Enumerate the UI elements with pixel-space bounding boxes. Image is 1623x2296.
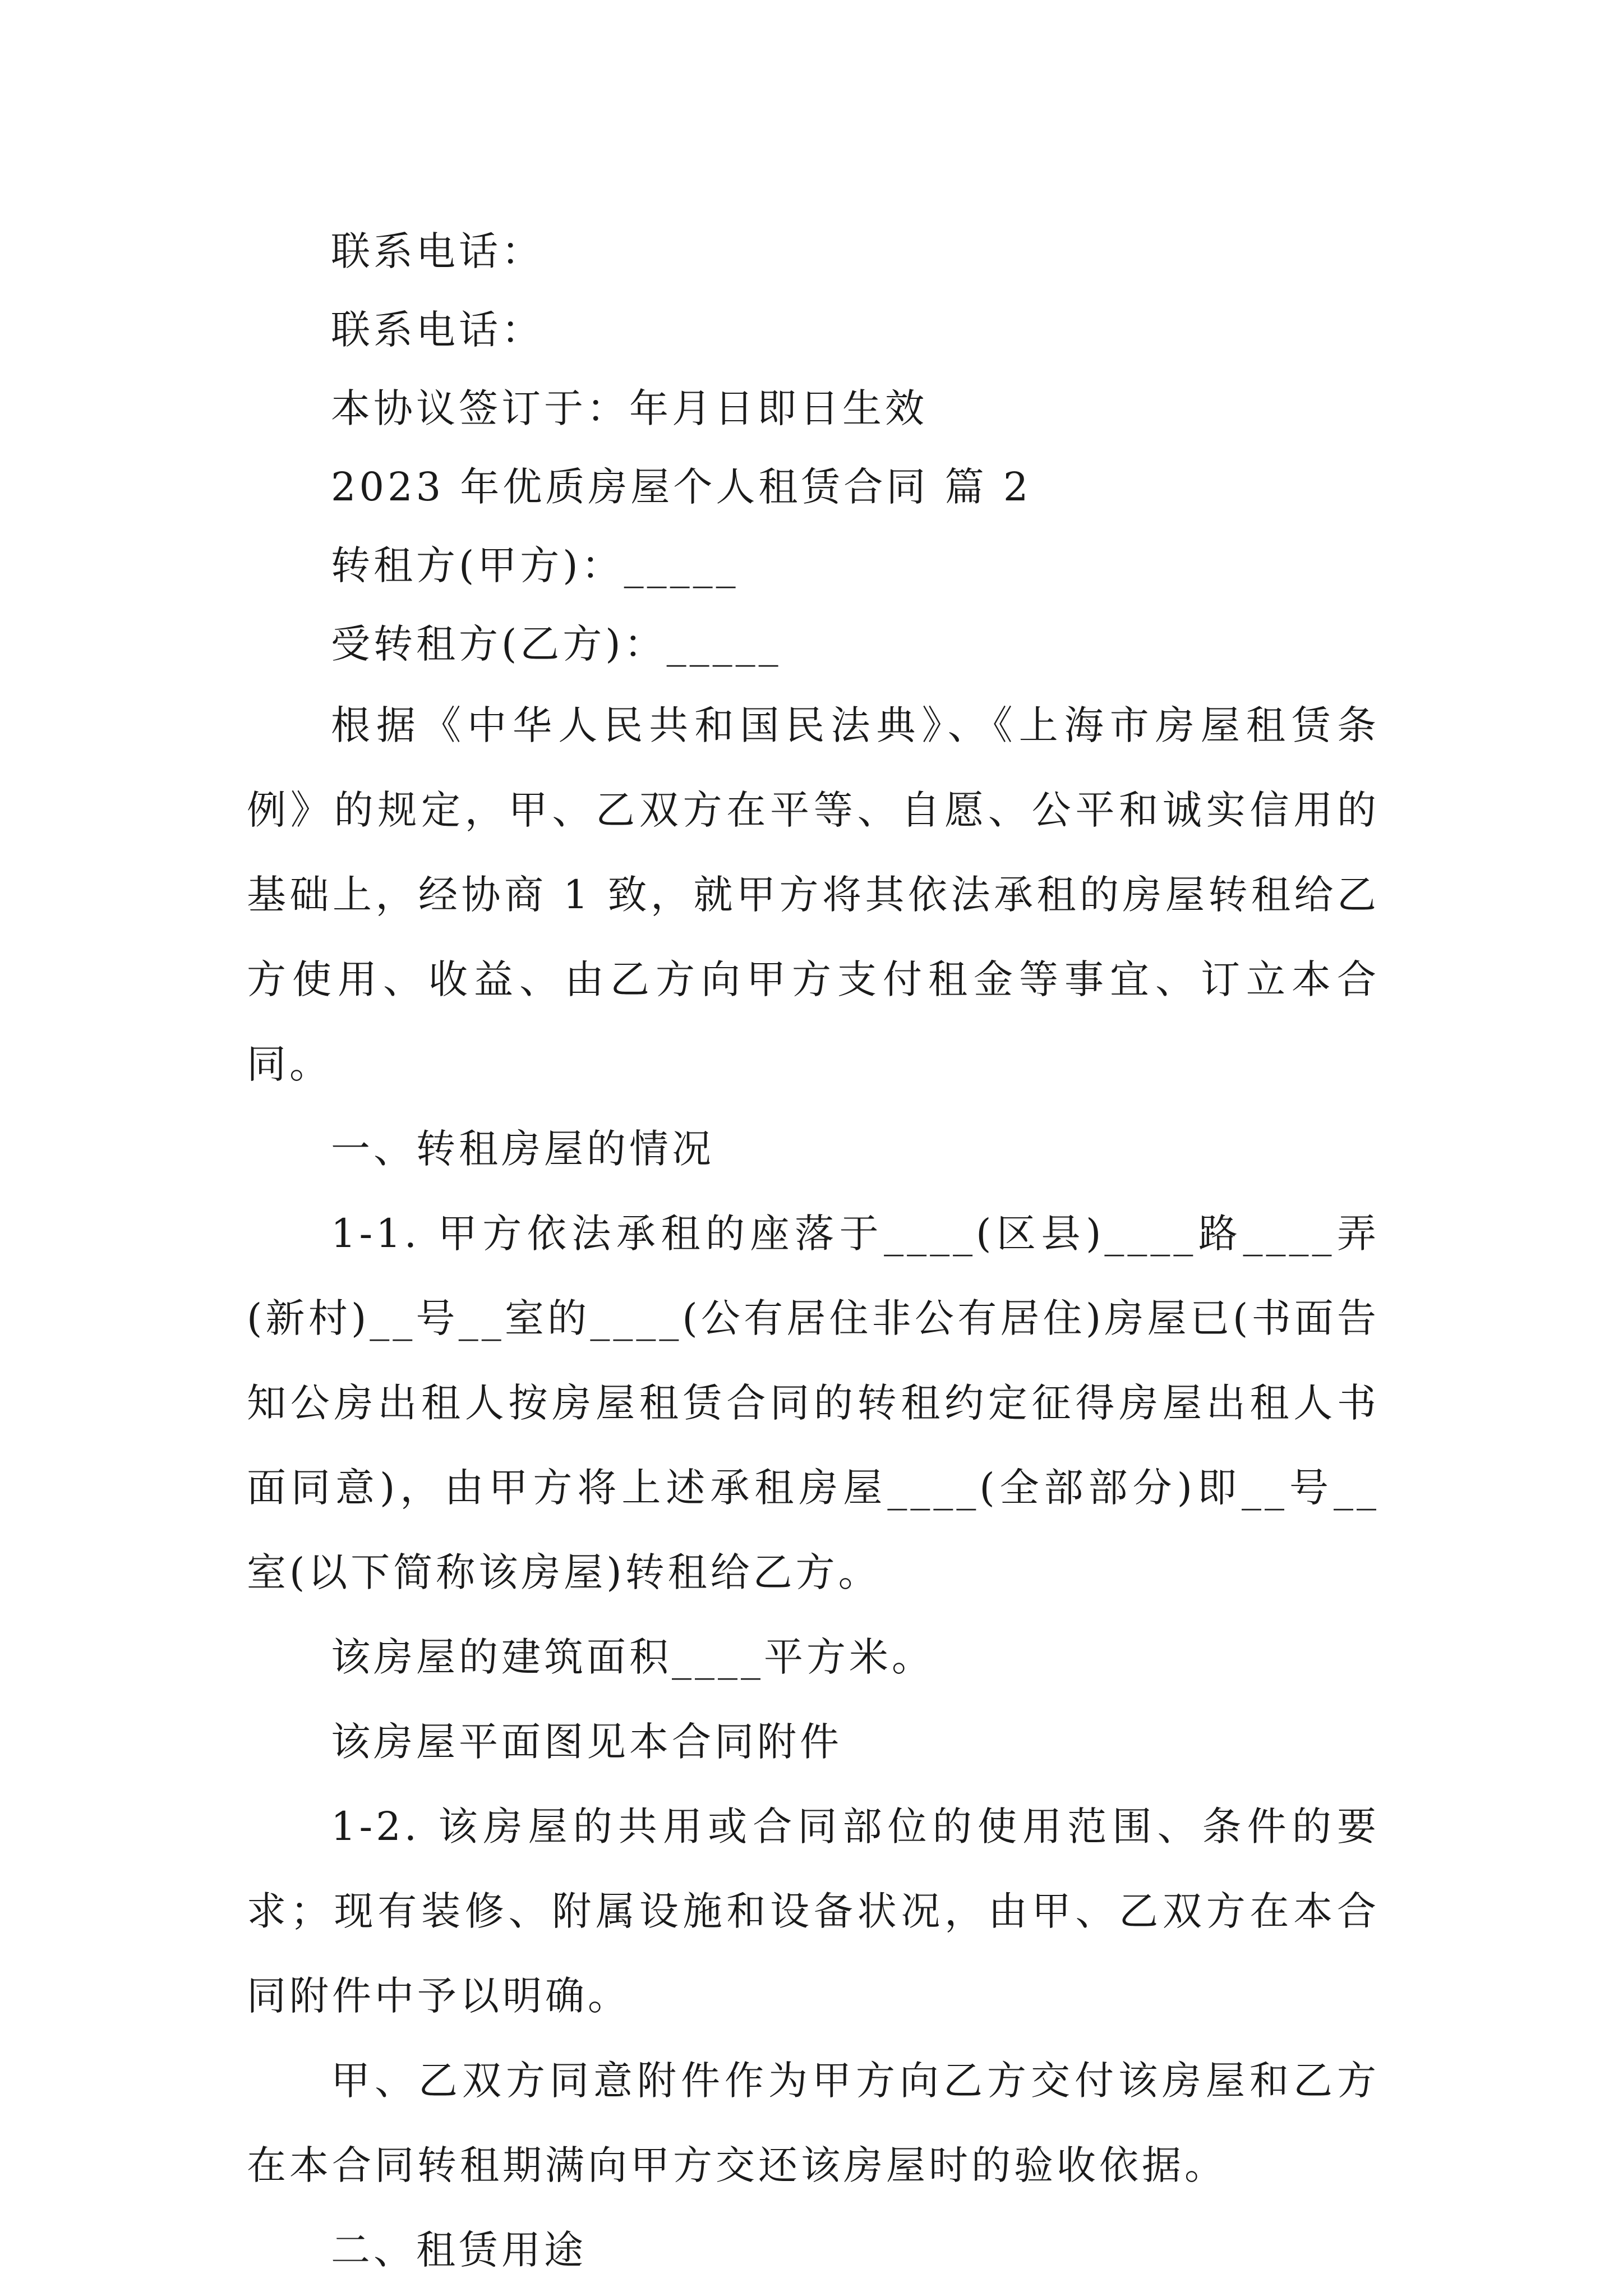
building-area-paragraph: 该房屋的建筑面积____平方米。 — [331, 1634, 934, 1680]
floor-plan-paragraph: 该房屋平面图见本合同附件 — [331, 1719, 842, 1765]
contract-heading: 2023 年优质房屋个人租赁合同 篇 2 — [331, 464, 1032, 510]
document-body — [247, 212, 1380, 2293]
acceptance-basis-paragraph: 甲、乙双方同意附件作为甲方向乙方交付该房屋和乙方在本合同转租期满向甲方交还该房屋时的验收依据。 — [247, 2058, 1380, 2188]
legal-basis-paragraph: 根据《中华人民共和国民法典》、《上海市房屋租赁条例》的规定，甲、乙双方在平等、自愿、公平和诚实信用的基础上，经协商 1 致，就甲方将其依法承租的房屋转租给乙方使用、收益、由乙方向甲方支付租金等事宜、订立本合同。 — [247, 702, 1380, 1087]
phone-line-2: 联系电话： — [331, 307, 544, 353]
clause-1-1-paragraph: 1-1. 甲方依法承租的座落于____(区县)____路____弄(新村)__号__室的____(公有居住非公有居住)房屋已(书面告知公房出租人按房屋租赁合同的转租约定征得房屋出租人书面同意)，由甲方将上述承租房屋____(全部部分)即__号__室(以下简称该房屋)转租给乙方。 — [247, 1211, 1380, 1595]
section-heading-2: 二、租赁用途 — [331, 2227, 587, 2273]
lessee-line: 受转租方(乙方)：_____ — [331, 621, 782, 667]
signing-date-line: 本协议签订于：年月日即日生效 — [331, 385, 928, 431]
lessor-line: 转租方(甲方)：_____ — [331, 542, 739, 588]
clause-1-2-paragraph: 1-2. 该房屋的共用或合同部位的使用范围、条件的要求；现有装修、附属设施和设备状况，由甲、乙双方在本合同附件中予以明确。 — [247, 1803, 1380, 2019]
section-heading-1: 一、转租房屋的情况 — [331, 1126, 714, 1172]
phone-line-1: 联系电话： — [331, 228, 544, 274]
